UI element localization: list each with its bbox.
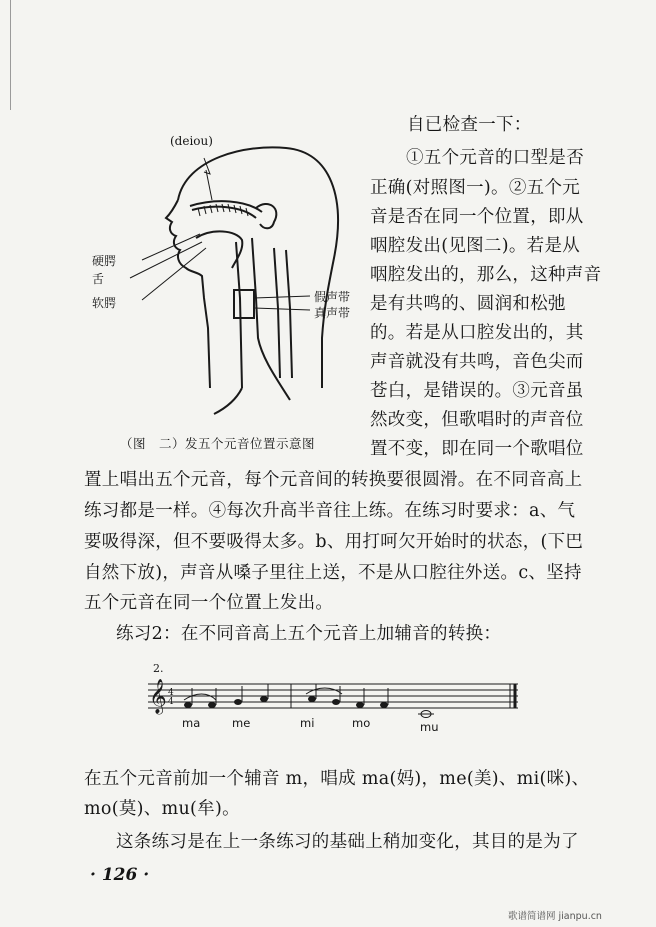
label-true-vocal-cords: 真声带 xyxy=(314,306,351,320)
page-number: · 126 · xyxy=(90,865,150,885)
text-line: 置上唱出五个元音，每个元音间的转换要很圆滑。在不同音高上 xyxy=(84,470,583,490)
page-edge xyxy=(10,0,11,110)
text-line: 练习都是一样。④每次升高半音往上练。在练习时要求：a、气 xyxy=(84,501,576,521)
svg-text:𝄞: 𝄞 xyxy=(149,679,167,714)
figure-caption: （图 二）发五个元音位置示意图 xyxy=(120,436,316,451)
text-line: 咽腔发出的，那么，这种声音 xyxy=(370,265,602,285)
fig-top-label: (deiou) xyxy=(170,134,213,148)
text-line: ①五个元音的口型是否 xyxy=(406,148,584,168)
label-false-vocal-cords: 假声带 xyxy=(314,290,351,304)
syllable: mo xyxy=(352,716,371,730)
text-line: 音是否在同一个位置，即从 xyxy=(370,207,584,227)
vocal-tract-figure xyxy=(86,134,386,420)
exercise-title: 练习2：在不同音高上五个元音上加辅音的转换： xyxy=(116,624,502,644)
syllable: mi xyxy=(300,716,315,730)
text-line: 咽腔发出(见图二)。若是从 xyxy=(370,236,581,256)
syllable: me xyxy=(232,716,251,730)
text-line: 苍白，是错误的。③元音虽 xyxy=(370,381,584,401)
staff-drawing xyxy=(146,664,526,734)
syllable: mu xyxy=(420,720,439,734)
syllable: ma xyxy=(182,716,201,730)
text-line: 的。若是从口腔发出的，其 xyxy=(370,323,584,343)
label-hard-palate: 硬腭 xyxy=(92,254,117,268)
text-line: 要吸得深，但不要吸得太多。b、用打呵欠开始时的状态，(下巴 xyxy=(84,532,584,552)
music-staff xyxy=(146,664,526,734)
label-tongue: 舌 xyxy=(92,272,105,286)
text-line: 这条练习是在上一条练习的基础上稍加变化，其目的是为了 xyxy=(116,832,579,852)
svg-text:4: 4 xyxy=(168,697,174,707)
text-line: 声音就没有共鸣，音色尖而 xyxy=(370,352,584,372)
text-line: 是有共鸣的、圆润和松弛 xyxy=(370,294,566,314)
svg-text:4: 4 xyxy=(168,688,174,698)
text-line: 置不变，即在同一个歌唱位 xyxy=(370,439,584,459)
text-line: mo(莫)、mu(牟)。 xyxy=(84,799,240,819)
vocal-tract-drawing xyxy=(86,138,386,420)
text-line: 在五个元音前加一个辅音 m，唱成 ma(妈)，me(美)、mi(咪)、 xyxy=(84,769,590,789)
text-line: 自然下放)，声音从嗓子里往上送，不是从口腔往外送。c、坚持 xyxy=(84,563,582,583)
text-line: 五个元音在同一个位置上发出。 xyxy=(84,593,334,613)
text-line: 正确(对照图一)。②五个元 xyxy=(370,178,581,198)
label-soft-palate: 软腭 xyxy=(92,296,117,310)
text-line: 自已检查一下： xyxy=(407,115,532,135)
text-line: 然改变，但歌唱时的声音位 xyxy=(370,410,584,430)
watermark: 歌谱简谱网 jianpu.cn xyxy=(508,911,602,922)
exercise-number: 2. xyxy=(153,662,164,675)
